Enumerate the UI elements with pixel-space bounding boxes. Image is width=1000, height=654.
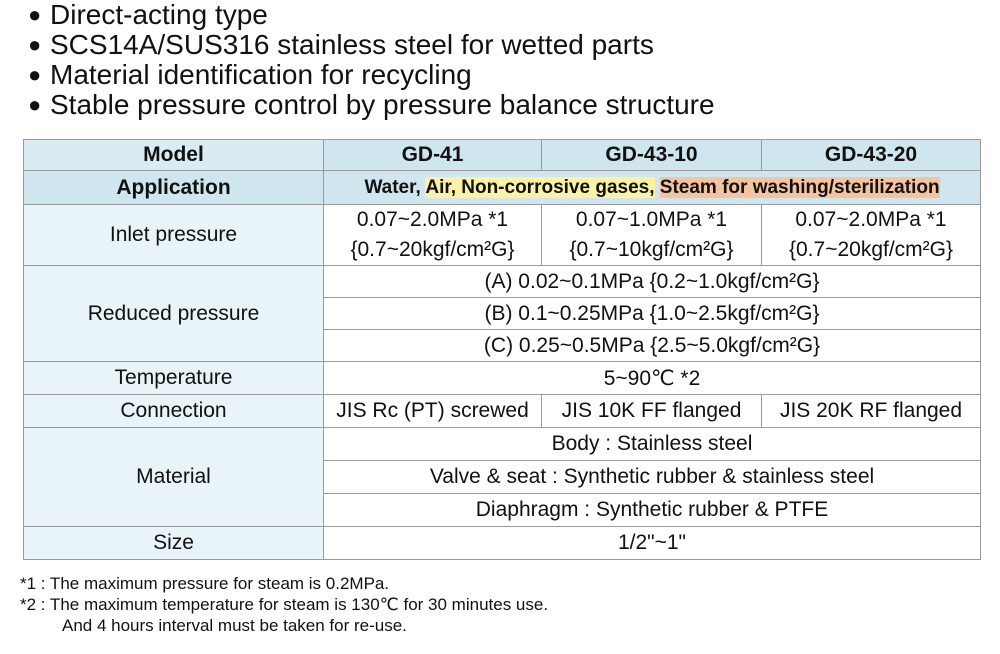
material-body: Body : Stainless steel (324, 428, 981, 461)
application-air-gases: Air, Non-corrosive gases, (425, 176, 655, 198)
header-model: GD-41 (324, 140, 542, 171)
connection-row (24, 395, 981, 428)
feature-item (28, 90, 715, 120)
feature-text: Stable pressure control by pressure balance structure (50, 89, 715, 120)
inlet-pressure-mpa: 0.07~1.0MPa *1 (575, 208, 728, 231)
application-steam: Steam for washing/sterilization (659, 176, 940, 198)
bullet-icon: ● (28, 62, 42, 87)
application-row (24, 171, 981, 205)
size-row (24, 527, 981, 560)
reduced-pressure-range-c: (C) 0.25~0.5MPa {2.5~5.0kgf/cm²G} (324, 330, 981, 362)
inlet-pressure-value (324, 205, 542, 266)
application-water: Water, (364, 176, 421, 198)
feature-item (28, 0, 715, 30)
footnotes (20, 573, 548, 636)
connection-value: JIS 10K FF flanged (542, 395, 762, 428)
temperature-value: 5~90℃ *2 (324, 362, 981, 395)
inlet-pressure-kgf: {0.7~20kgf/cm²G} (350, 238, 515, 261)
reduced-pressure-range-a: (A) 0.02~0.1MPa {0.2~1.0kgf/cm²G} (324, 266, 981, 298)
connection-label: Connection (24, 395, 324, 428)
bullet-icon: ● (28, 32, 42, 57)
material-row (24, 428, 981, 461)
header-label-model: Model (24, 140, 324, 171)
feature-item (28, 30, 715, 60)
material-label: Material (24, 428, 324, 527)
footnote-1: *1 : The maximum pressure for steam is 0.2MPa. (20, 574, 390, 593)
application-label: Application (24, 171, 324, 205)
inlet-pressure-label: Inlet pressure (24, 205, 324, 266)
header-model: GD-43-20 (762, 140, 981, 171)
inlet-pressure-kgf: {0.7~20kgf/cm²G} (788, 238, 953, 261)
spec-table (23, 139, 981, 560)
inlet-pressure-kgf: {0.7~10kgf/cm²G} (569, 238, 734, 261)
feature-item (28, 60, 715, 90)
inlet-pressure-value (542, 205, 762, 266)
footnote-2-continued (20, 615, 548, 636)
inlet-pressure-mpa: 0.07~2.0MPa *1 (356, 208, 509, 231)
application-value (324, 171, 981, 205)
inlet-pressure-mpa: 0.07~2.0MPa *1 (795, 208, 947, 231)
bullet-icon: ● (28, 2, 42, 27)
reduced-pressure-row (24, 266, 981, 298)
header-row (24, 140, 981, 171)
header-model: GD-43-10 (542, 140, 762, 171)
feature-text: Material identification for recycling (50, 59, 472, 90)
size-label: Size (24, 527, 324, 560)
reduced-pressure-range-b: (B) 0.1~0.25MPa {1.0~2.5kgf/cm²G} (324, 298, 981, 330)
material-diaphragm: Diaphragm : Synthetic rubber & PTFE (324, 494, 981, 527)
connection-value: JIS Rc (PT) screwed (324, 395, 542, 428)
reduced-pressure-label: Reduced pressure (24, 266, 324, 362)
feature-list (28, 0, 715, 120)
connection-value: JIS 20K RF flanged (762, 395, 981, 428)
bullet-icon: ● (28, 92, 42, 117)
feature-text: SCS14A/SUS316 stainless steel for wetted parts (50, 29, 654, 60)
temperature-row (24, 362, 981, 395)
material-valve-seat: Valve & seat : Synthetic rubber & stainless steel (324, 461, 981, 494)
size-value: 1/2"~1" (324, 527, 981, 560)
temperature-label: Temperature (24, 362, 324, 395)
inlet-pressure-value (762, 205, 981, 266)
footnote-2: *2 : The maximum temperature for steam is 130℃ for 30 minutes use. (20, 595, 549, 614)
inlet-pressure-row (24, 205, 981, 266)
footnote-2-continued-text: And 4 hours interval must be taken for re-use. (62, 616, 407, 635)
feature-text: Direct-acting type (50, 0, 268, 30)
